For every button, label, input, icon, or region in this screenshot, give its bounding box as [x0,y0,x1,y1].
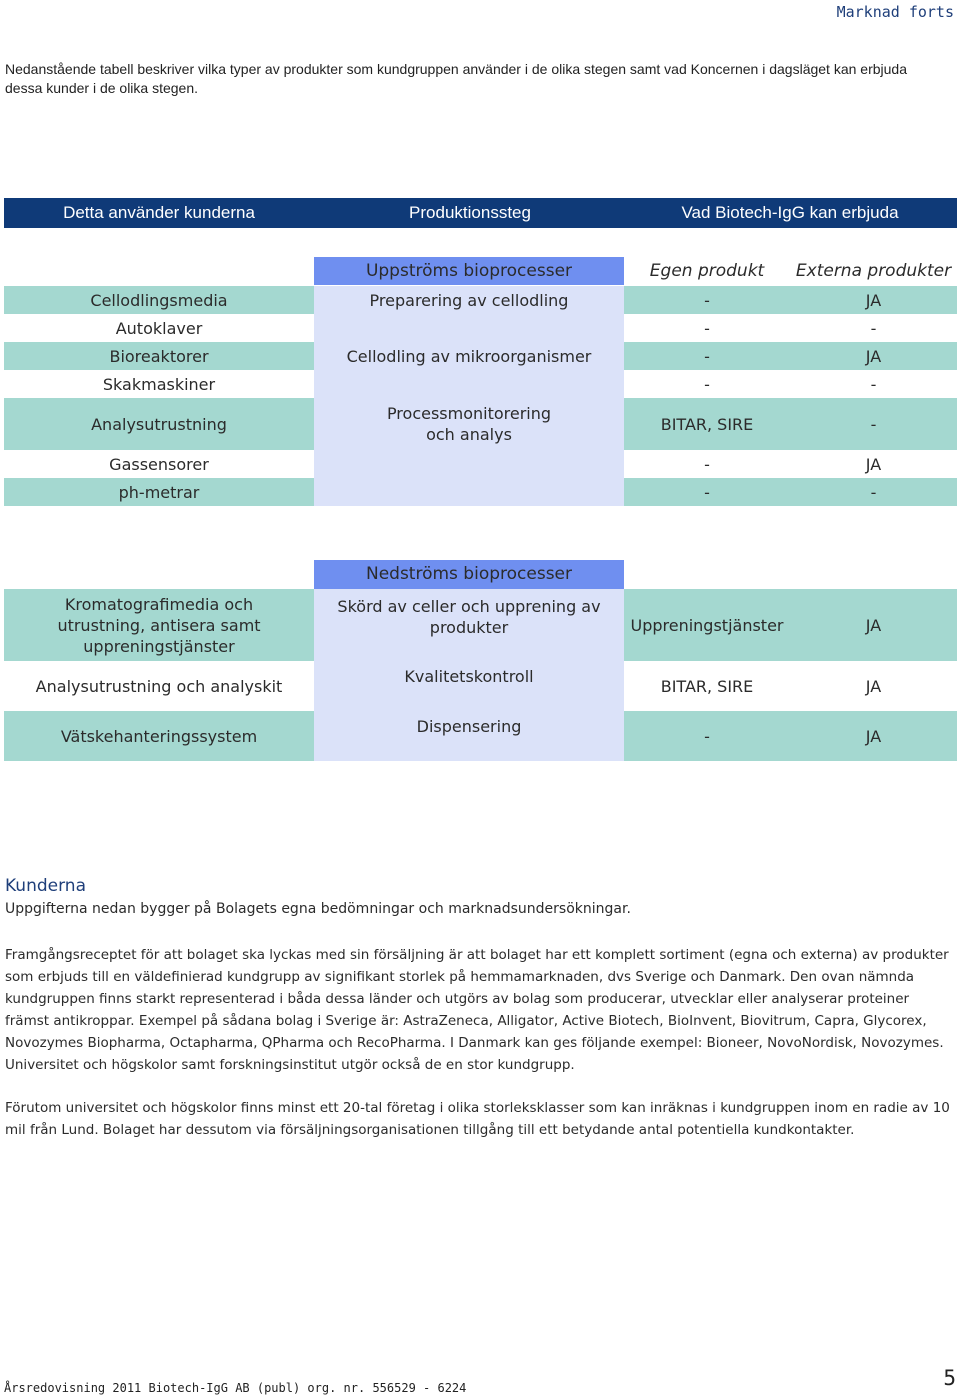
upstream-own: - [704,346,710,366]
upstream-product: Gassensorer [109,454,209,474]
body-paragraph: Förutom universitet och högskolor finns minst ett 20-tal företag i olika storleksklasser som kan inräknas i kundgruppen inom en radie av 10 mil från Lund. Bolaget har dessutom via försäljningsorganisationen tillgång till ett betydande antal potentiella kundkontakter. [5,1100,950,1138]
downstream-step: Skörd av celler och upprening av produkter [337,597,601,637]
upstream-own: BITAR, SIRE [660,414,754,434]
upstream-external: - [870,318,877,338]
upstream-own: - [704,374,710,394]
downstream-product: Analysutrustning och analyskit [35,676,283,696]
col-external-products: Externa produkter [795,260,952,281]
upstream-product: Skakmaskiner [102,374,216,394]
upstream-external: - [870,374,877,394]
section-heading: Kunderna [5,876,86,896]
upstream-product: Cellodlingsmedia [90,290,228,310]
downstream-external: JA [865,615,882,635]
upstream-step: Preparering av cellodling [369,290,569,310]
upstream-external: - [870,414,877,434]
upstream-step: Cellodling av mikroorganismer [346,346,592,366]
downstream-own: BITAR, SIRE [660,676,754,696]
downstream-own: Uppreningstjänster [630,615,784,635]
downstream-title: Nedströms bioprocesser [314,560,624,589]
downstream-product: Vätskehanteringssystem [60,726,258,746]
upstream-external: JA [865,346,882,366]
banner-col-offer: Vad Biotech-IgG kan erbjuda [681,203,899,222]
section-subtitle: Uppgifterna nedan bygger på Bolagets egna bedömningar och marknadsundersökningar. [5,901,631,917]
upstream-product: Analysutrustning [91,414,227,434]
downstream-step: Kvalitetskontroll [404,666,534,686]
upstream-own: - [704,482,710,502]
downstream-step: Dispensering [416,716,522,736]
table-banner [4,198,957,228]
upstream-title: Uppströms bioprocesser [314,257,624,285]
footer-text: Årsredovisning 2011 Biotech-IgG AB (publ) org. nr. 556529 - 6224 [4,1381,467,1395]
downstream-own: - [704,726,710,746]
upstream-external: JA [865,454,882,474]
downstream-external: JA [865,676,882,696]
intro-text: Nedanstående tabell beskriver vilka typer av produkter som kundgruppen använder i de olika stegen samt vad Koncernen i dagsläget kan erbjuda dessa kunder i de olika stegen. [5,61,907,96]
col-own-product: Egen produkt [649,260,765,281]
upstream-own: - [704,290,710,310]
section-tag: Marknad forts [836,3,954,21]
upstream-external: JA [865,290,882,310]
downstream-external: JA [865,726,882,746]
upstream-product: ph-metrar [118,482,200,502]
body-paragraph: Framgångsreceptet för att bolaget ska lyckas med sin försäljning är att bolaget har ett komplett sortiment (egna och externa) av produkter som erbjuds till en väldefinierad kundgrupp av signifikant storlek på hemmamarknaden, dvs Sverige och Danmark. Den ovan nämnda kundgruppen finns starkt representerad i båda dessa länder och utgörs av bolag som producerar, utvecklar eller analyserar proteiner främst antikroppar. Exempel på sådana bolag i Sverige är: AstraZeneca, Alligator, Active Biotech, BioInvent, Biovitrum, Capra, Glycorex, Novozymes Biopharma, Octapharma, QPharma och RecoPharma. I Danmark kan ges följande exempel: Bioneer, NovoNordisk, Novozymes. Universitet och högskolor samt forskningsinstitut utgör också de en stor kundgrupp. [5,947,949,1073]
page-number: 5 [943,1366,956,1390]
upstream-own: - [704,318,710,338]
upstream-own: - [704,454,710,474]
upstream-external: - [870,482,877,502]
banner-col-customers: Detta använder kunderna [63,203,255,222]
upstream-steps-bg [314,286,624,506]
banner-col-steps: Produktionssteg [409,203,531,222]
upstream-product: Autoklaver [115,318,203,338]
downstream-product: Kromatografimedia och utrustning, antisera samt uppreningstjänster [57,594,261,656]
upstream-step: Processmonitorering och analys [386,404,552,444]
upstream-product: Bioreaktorer [109,346,209,366]
